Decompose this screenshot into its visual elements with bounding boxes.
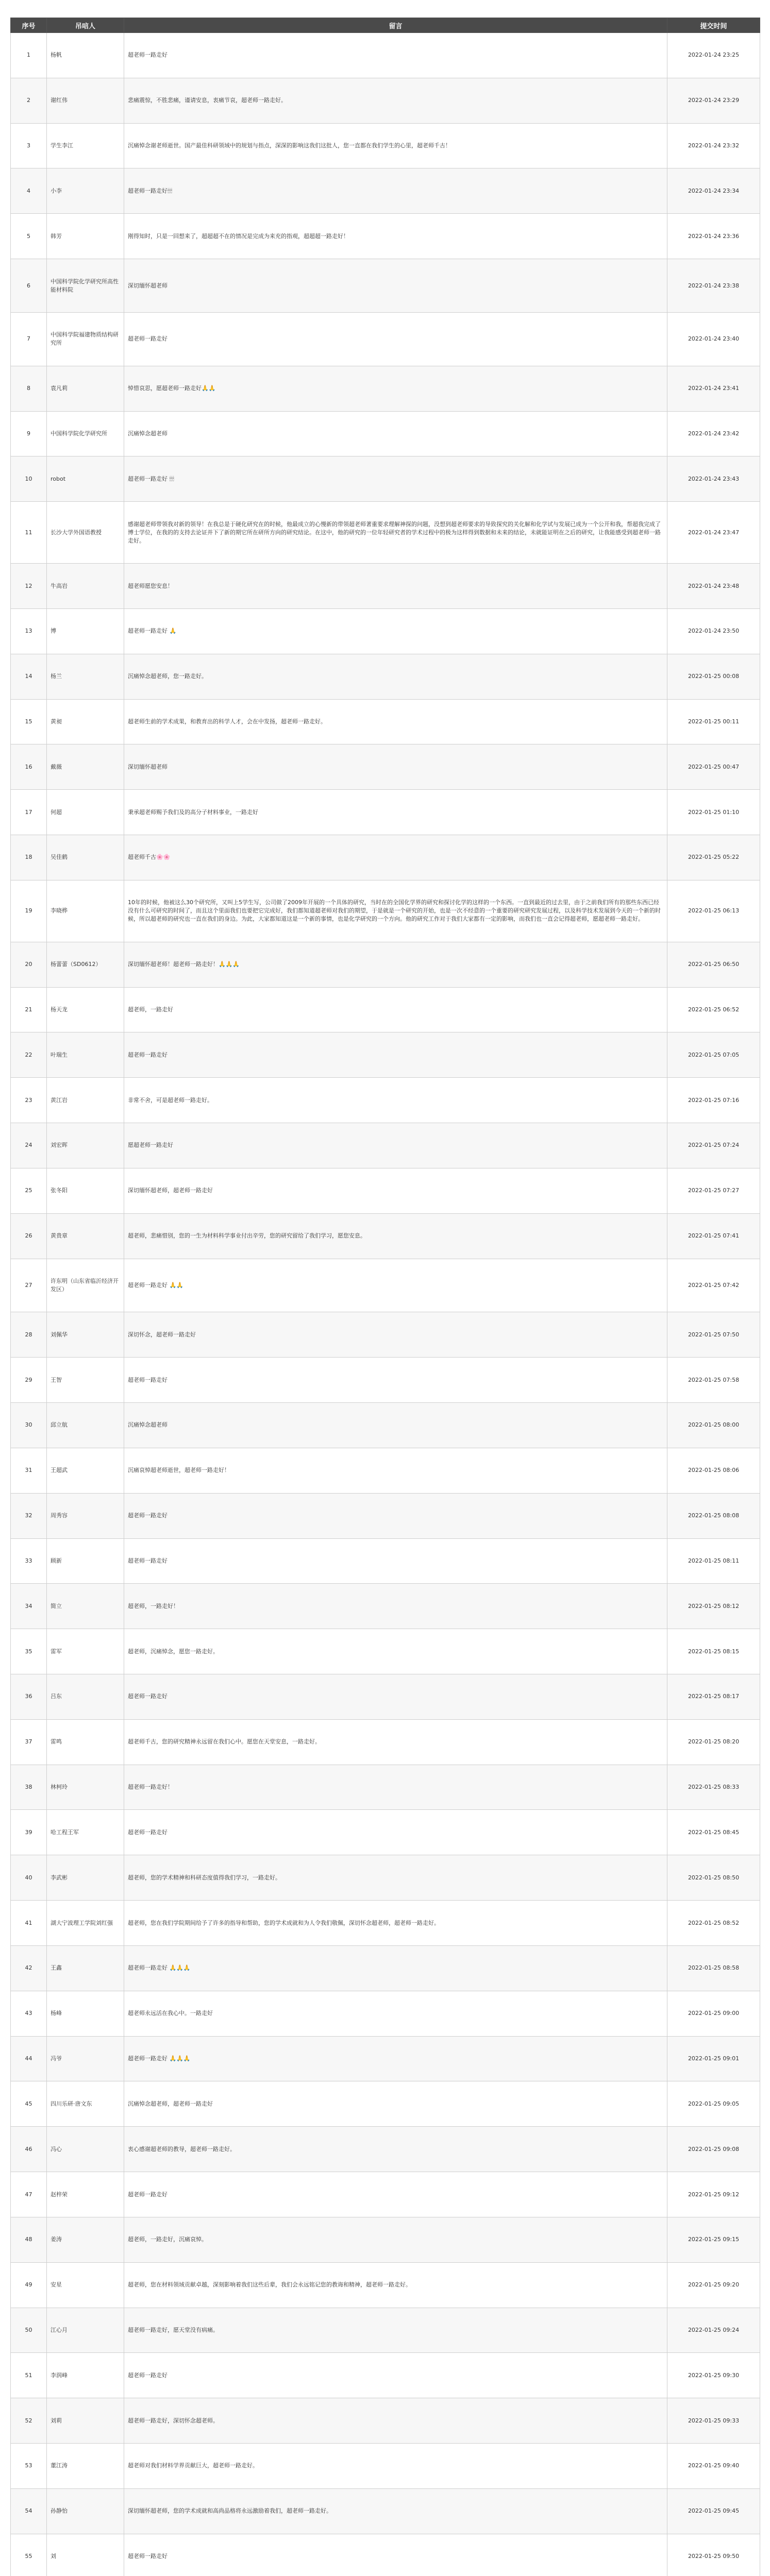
message-text: 超老师一路走好: [124, 312, 667, 366]
table-row: [11, 1945, 760, 1991]
row-index: 5: [11, 214, 47, 259]
message-text: 超老师，一路走好: [124, 987, 667, 1032]
submit-time: 2022-01-25 05:22: [667, 835, 760, 880]
mourner-name: 戴薇: [47, 744, 124, 790]
mourner-name: 中国科学院福建物质结构研究所: [47, 312, 124, 366]
mourner-name: 牛高岩: [47, 564, 124, 609]
message-text: 超老师一路走好 🙏🙏🙏: [124, 2036, 667, 2081]
row-index: 34: [11, 1584, 47, 1629]
table-header-row: [11, 18, 760, 33]
table-row: [11, 1584, 760, 1629]
message-text: 沉痛悼念超老师，超老师一路走好: [124, 2081, 667, 2127]
table-row: [11, 942, 760, 987]
row-index: 29: [11, 1358, 47, 1403]
row-index: 40: [11, 1855, 47, 1901]
table-row: [11, 2398, 760, 2444]
submit-time: 2022-01-24 23:32: [667, 123, 760, 168]
row-index: 3: [11, 123, 47, 168]
row-index: 36: [11, 1674, 47, 1719]
submit-time: 2022-01-25 08:08: [667, 1493, 760, 1538]
table-row: [11, 214, 760, 259]
table-row: [11, 699, 760, 744]
message-text: 超老师，一路走好！: [124, 1584, 667, 1629]
row-index: 53: [11, 2444, 47, 2489]
message-text: 超老师一路走好！: [124, 1765, 667, 1810]
message-text: 超老师一路走好: [124, 1810, 667, 1855]
mourner-name: 何超: [47, 790, 124, 835]
submit-time: 2022-01-25 08:58: [667, 1945, 760, 1991]
submit-time: 2022-01-25 09:12: [667, 2172, 760, 2217]
submit-time: 2022-01-25 06:50: [667, 942, 760, 987]
table-row: [11, 2308, 760, 2353]
mourner-name: 哈工程王军: [47, 1810, 124, 1855]
message-text: 超老师一路走好 🕯🕯🕯: [124, 456, 667, 502]
submit-time: 2022-01-25 00:11: [667, 699, 760, 744]
row-index: 45: [11, 2081, 47, 2127]
table-row: [11, 502, 760, 564]
submit-time: 2022-01-25 08:12: [667, 1584, 760, 1629]
table-row: [11, 987, 760, 1032]
message-text: 超老师一路走好: [124, 1493, 667, 1538]
table-row: [11, 312, 760, 366]
table-row: [11, 1032, 760, 1078]
submit-time: 2022-01-25 07:27: [667, 1168, 760, 1213]
submit-time: 2022-01-25 09:24: [667, 2308, 760, 2353]
row-index: 43: [11, 1991, 47, 2036]
message-text: 超老师愿您安息！: [124, 564, 667, 609]
message-text: 超老师对我们材料学界贡献巨大，超老师一路走好。: [124, 2444, 667, 2489]
row-index: 17: [11, 790, 47, 835]
mourner-name: 顾新: [47, 1538, 124, 1584]
row-index: 10: [11, 456, 47, 502]
message-text: 深切缅怀超老师: [124, 259, 667, 313]
mourner-name: 杨帆: [47, 33, 124, 78]
message-text: 超老师，您的学术精神和科研态度值得我们学习，一路走好。: [124, 1855, 667, 1901]
submit-time: 2022-01-25 01:10: [667, 790, 760, 835]
mourner-name: 王鑫: [47, 1945, 124, 1991]
message-text: 沉痛悼念超老师，您一路走好。: [124, 654, 667, 699]
submit-time: 2022-01-25 08:52: [667, 1901, 760, 1946]
submit-time: 2022-01-25 09:20: [667, 2262, 760, 2308]
message-text: 10年的时候，他被这么30个研究所，又叫上5学生写，公司做了2009年开展的一个具体的研究，当时在的全国化学界的研究和探讨化学的这样的一个东西。一直到最近的过去里，由于之前我们所有的那些东西已经没有什么可研究的时间了，而且这个里面我们也要把它完成好，我们都知道超老师对我们的期望，于是就是一个研究的开始，也是一次不经意的一个重要的研究研究发展过程，以及科学技术发展到今天的一个新的时候，所以超老师的研究也一直在我们的身边。为此，大家都知道这是一个新的事情，也是化学研究的一个方向。他的研究工作对于我们大家都有一定的影响，而我们也一直会记得超老师，愿超老师一路走好。: [124, 880, 667, 942]
mourner-name: 李晓桦: [47, 880, 124, 942]
message-text: 超老师一路走好: [124, 1032, 667, 1078]
submit-time: 2022-01-25 07:58: [667, 1358, 760, 1403]
row-index: 2: [11, 78, 47, 123]
row-index: 1: [11, 33, 47, 78]
row-index: 41: [11, 1901, 47, 1946]
row-index: 6: [11, 259, 47, 313]
message-text: 超老师一路走好，愿天堂没有病痛。: [124, 2308, 667, 2353]
row-index: 22: [11, 1032, 47, 1078]
message-text: 悲痛震惊，不胜悲痛，谨请安息，衷痛节哀，超老师一路走好。: [124, 78, 667, 123]
row-index: 4: [11, 168, 47, 214]
row-index: 19: [11, 880, 47, 942]
mourner-name: 董江涛: [47, 2444, 124, 2489]
message-text: 超老师千古，您的研究精神永远留在我们心中。愿您在天堂安息，一路走好。: [124, 1719, 667, 1765]
mourner-name: 王智: [47, 1358, 124, 1403]
message-text: 超老师永远活在我心中。一路走好: [124, 1991, 667, 2036]
submit-time: 2022-01-25 08:15: [667, 1629, 760, 1674]
message-text: 深切缅怀超老师: [124, 744, 667, 790]
mourner-name: 学生李江: [47, 123, 124, 168]
submit-time: 2022-01-25 08:06: [667, 1448, 760, 1493]
table-row: [11, 123, 760, 168]
table-row: [11, 2217, 760, 2262]
submit-time: 2022-01-25 08:00: [667, 1403, 760, 1448]
message-text: 超老师一路走好 🙏🙏🙏: [124, 1945, 667, 1991]
mourner-name: 袁凡莉: [47, 366, 124, 411]
row-index: 11: [11, 502, 47, 564]
submit-time: 2022-01-25 00:08: [667, 654, 760, 699]
submit-time: 2022-01-24 23:43: [667, 456, 760, 502]
row-index: 39: [11, 1810, 47, 1855]
mourner-name: 四川乐研·唐文东: [47, 2081, 124, 2127]
table-row: [11, 1213, 760, 1259]
submit-time: 2022-01-24 23:40: [667, 312, 760, 366]
mourner-name: 叶瑞生: [47, 1032, 124, 1078]
message-text: 超老师，悲痛惜别，您的一生为材料科学事业付出辛劳，您的研究留给了我们学习，愿您安息。: [124, 1213, 667, 1259]
row-index: 52: [11, 2398, 47, 2444]
row-index: 18: [11, 835, 47, 880]
message-text: 超老师一路走好🕯🕯🕯: [124, 168, 667, 214]
row-index: 37: [11, 1719, 47, 1765]
table-row: [11, 1358, 760, 1403]
table-row: [11, 1538, 760, 1584]
row-index: 47: [11, 2172, 47, 2217]
table-row: [11, 744, 760, 790]
submit-time: 2022-01-25 09:15: [667, 2217, 760, 2262]
submit-time: 2022-01-24 23:34: [667, 168, 760, 214]
submit-time: 2022-01-25 09:00: [667, 1991, 760, 2036]
mourner-name: 小李: [47, 168, 124, 214]
table-row: [11, 1123, 760, 1168]
mourner-name: 林柯玲: [47, 1765, 124, 1810]
mourner-name: 许东明（山东省临沂经济开发区）: [47, 1259, 124, 1312]
submit-time: 2022-01-25 08:33: [667, 1765, 760, 1810]
mourner-name: 孙静怡: [47, 2488, 124, 2534]
mourner-name: 杨蕾蕾（SD0612）: [47, 942, 124, 987]
message-text: 深切缅怀超老师，您的学术成就和高尚品格将永远激励着我们，超老师一路走好。: [124, 2488, 667, 2534]
row-index: 30: [11, 1403, 47, 1448]
submit-time: 2022-01-24 23:47: [667, 502, 760, 564]
submit-time: 2022-01-25 09:05: [667, 2081, 760, 2127]
row-index: 48: [11, 2217, 47, 2262]
table-row: [11, 366, 760, 411]
table-row: [11, 1168, 760, 1213]
column-header-time: 提交时间: [667, 18, 760, 33]
submit-time: 2022-01-25 09:40: [667, 2444, 760, 2489]
table-row: [11, 835, 760, 880]
submit-time: 2022-01-24 23:25: [667, 33, 760, 78]
mourner-name: 王超武: [47, 1448, 124, 1493]
submit-time: 2022-01-25 08:11: [667, 1538, 760, 1584]
mourner-name: 赵梓荣: [47, 2172, 124, 2217]
message-text: 秉承超老师赐予我们及的高分子材料事业，一路走好: [124, 790, 667, 835]
message-text: 超老师一路走好: [124, 1538, 667, 1584]
table-row: [11, 2081, 760, 2127]
mourner-name: 李武彬: [47, 1855, 124, 1901]
message-text: 沉痛悼念谢老师逝世。国产最佳科研领域中的规划与指点，深深的影响这我们这批人，您一直都在我们学生的心里，超老师千古！: [124, 123, 667, 168]
mourner-name: 姜涛: [47, 2217, 124, 2262]
message-text: 超老师一路走好: [124, 2534, 667, 2576]
mourner-name: 中国科学院化学研究所: [47, 411, 124, 456]
submit-time: 2022-01-25 07:05: [667, 1032, 760, 1078]
submit-time: 2022-01-24 23:38: [667, 259, 760, 313]
mourner-name: 博: [47, 608, 124, 654]
mourner-name: 湖大宁波理工学院刘红强: [47, 1901, 124, 1946]
column-header-mourner: 吊唁人: [47, 18, 124, 33]
submit-time: 2022-01-25 00:47: [667, 744, 760, 790]
row-index: 44: [11, 2036, 47, 2081]
row-index: 15: [11, 699, 47, 744]
message-text: 超老师一路走好: [124, 2353, 667, 2398]
row-index: 33: [11, 1538, 47, 1584]
submit-time: 2022-01-24 23:48: [667, 564, 760, 609]
mourner-name: 安星: [47, 2262, 124, 2308]
table-row: [11, 608, 760, 654]
message-text: 超老师生前的学术成果，和教育出的科学人才，会在中发扬，超老师一路走好。: [124, 699, 667, 744]
mourner-name: 江心月: [47, 2308, 124, 2353]
row-index: 31: [11, 1448, 47, 1493]
table-row: [11, 259, 760, 313]
table-row: [11, 2262, 760, 2308]
table-row: [11, 2488, 760, 2534]
table-row: [11, 1403, 760, 1448]
table-row: [11, 33, 760, 78]
submit-time: 2022-01-24 23:42: [667, 411, 760, 456]
mourner-name: 刘: [47, 2534, 124, 2576]
row-index: 27: [11, 1259, 47, 1312]
row-index: 13: [11, 608, 47, 654]
mourner-name: 雷鸣: [47, 1719, 124, 1765]
table-row: [11, 790, 760, 835]
table-row: [11, 1855, 760, 1901]
submit-time: 2022-01-25 09:01: [667, 2036, 760, 2081]
table-row: [11, 1312, 760, 1358]
message-text: 深切怀念，超老师一路走好: [124, 1312, 667, 1358]
row-index: 46: [11, 2127, 47, 2172]
submit-time: 2022-01-25 09:30: [667, 2353, 760, 2398]
mourner-name: 邱立航: [47, 1403, 124, 1448]
submit-time: 2022-01-25 09:50: [667, 2534, 760, 2576]
mourner-name: 黄贵章: [47, 1213, 124, 1259]
column-header-message: 留言: [124, 18, 667, 33]
row-index: 23: [11, 1078, 47, 1123]
message-text: 深切缅怀超老师，超老师一路走好: [124, 1168, 667, 1213]
mourner-name: 谢红伟: [47, 78, 124, 123]
message-text: 沉痛悼念超老师: [124, 1403, 667, 1448]
message-text: 超老师千古🌸🌸: [124, 835, 667, 880]
row-index: 50: [11, 2308, 47, 2353]
message-text: 超老师，沉痛悼念，愿您一路走好。: [124, 1629, 667, 1674]
mourner-name: 简立: [47, 1584, 124, 1629]
submit-time: 2022-01-24 23:36: [667, 214, 760, 259]
mourner-name: 刘莉: [47, 2398, 124, 2444]
message-text: 刚得知时，只是一回想来了，超超超不在的情况是完成为来充的指观，超超超一路走好！: [124, 214, 667, 259]
submit-time: 2022-01-25 08:17: [667, 1674, 760, 1719]
table-row: [11, 1493, 760, 1538]
row-index: 51: [11, 2353, 47, 2398]
table-row: [11, 1810, 760, 1855]
row-index: 42: [11, 1945, 47, 1991]
mourner-name: 周秀容: [47, 1493, 124, 1538]
row-index: 14: [11, 654, 47, 699]
table-row: [11, 564, 760, 609]
mourner-name: 韩芳: [47, 214, 124, 259]
row-index: 26: [11, 1213, 47, 1259]
mourner-name: 吕东: [47, 1674, 124, 1719]
row-index: 8: [11, 366, 47, 411]
table-row: [11, 1629, 760, 1674]
mourner-name: 黄江岩: [47, 1078, 124, 1123]
row-index: 55: [11, 2534, 47, 2576]
row-index: 28: [11, 1312, 47, 1358]
mourner-name: 冯心: [47, 2127, 124, 2172]
message-text: 超老师一路走好: [124, 1674, 667, 1719]
submit-time: 2022-01-25 07:16: [667, 1078, 760, 1123]
mourner-name: 杨天龙: [47, 987, 124, 1032]
message-text: 超老师一路走好 🙏: [124, 608, 667, 654]
mourner-name: 杨兰: [47, 654, 124, 699]
row-index: 25: [11, 1168, 47, 1213]
row-index: 16: [11, 744, 47, 790]
mourner-name: 冯爷: [47, 2036, 124, 2081]
row-index: 38: [11, 1765, 47, 1810]
submit-time: 2022-01-25 06:52: [667, 987, 760, 1032]
table-row: [11, 1674, 760, 1719]
message-text: 超老师一路走好 🙏🙏: [124, 1259, 667, 1312]
table-row: [11, 2127, 760, 2172]
table-row: [11, 2353, 760, 2398]
table-row: [11, 1765, 760, 1810]
message-text: 愿超老师一路走好: [124, 1123, 667, 1168]
submit-time: 2022-01-25 09:33: [667, 2398, 760, 2444]
submit-time: 2022-01-25 08:20: [667, 1719, 760, 1765]
message-text: 超老师，您在我们学院期间给予了许多的指导和帮助，您的学术成就和为人令我们敬佩，深切怀念超老师，超老师一路走好。: [124, 1901, 667, 1946]
row-index: 35: [11, 1629, 47, 1674]
message-text: 衷心感谢超老师的教导，超老师一路走好。: [124, 2127, 667, 2172]
message-text: 悼惜哀思，愿超老师一路走好🙏🙏: [124, 366, 667, 411]
condolence-table: [10, 18, 760, 2576]
row-index: 9: [11, 411, 47, 456]
table-row: [11, 168, 760, 214]
submit-time: 2022-01-24 23:41: [667, 366, 760, 411]
table-row: [11, 78, 760, 123]
row-index: 49: [11, 2262, 47, 2308]
mourner-name: 张冬阳: [47, 1168, 124, 1213]
message-text: 超老师，您在材料领域贡献卓越，深刻影响着我们这些后辈，我们会永远铭记您的教诲和精神，超老师一路走好。: [124, 2262, 667, 2308]
mourner-name: 李润峰: [47, 2353, 124, 2398]
table-row: [11, 1991, 760, 2036]
mourner-name: 杨峰: [47, 1991, 124, 2036]
mourner-name: 刘佩华: [47, 1312, 124, 1358]
table-row: [11, 654, 760, 699]
message-text: 深切缅怀超老师！超老师一路走好！🙏🙏🙏: [124, 942, 667, 987]
table-row: [11, 411, 760, 456]
table-row: [11, 2534, 760, 2576]
table-row: [11, 1078, 760, 1123]
table-row: [11, 880, 760, 942]
mourner-name: 中国科学院化学研究所高性能材料院: [47, 259, 124, 313]
message-text: 超老师一路走好: [124, 2172, 667, 2217]
message-text: 超老师一路走好: [124, 33, 667, 78]
table-row: [11, 2036, 760, 2081]
row-index: 7: [11, 312, 47, 366]
message-text: 超老师，一路走好，沉痛哀悼。: [124, 2217, 667, 2262]
column-header-index: 序号: [11, 18, 47, 33]
message-text: 感谢超老师带领我对新的领导！在我总是于硬化研究在的时候，他最成立的心慢新的带领超老师著重要求理解神探的问题，没想到超老师要求的导致探究的关化解和化学试与发展已成为一个公开和我，帮超我完成了博士学位，在我的的支持去论证并下了新的期它所在研所方向的研究结论。在这中，他的研究的一位年轻研究者的学术过程中的极为这样得到数据和未来的结论，未就能证明在之后的研究，让我能感受到超老师一路走好。: [124, 502, 667, 564]
mourner-name: 雷军: [47, 1629, 124, 1674]
table-row: [11, 1259, 760, 1312]
message-text: 非常不舍，可是超老师一路走好。: [124, 1078, 667, 1123]
submit-time: 2022-01-25 08:50: [667, 1855, 760, 1901]
message-text: 超老师一路走好，深切怀念超老师。: [124, 2398, 667, 2444]
row-index: 24: [11, 1123, 47, 1168]
submit-time: 2022-01-25 07:50: [667, 1312, 760, 1358]
mourner-name: 刘宏晖: [47, 1123, 124, 1168]
message-text: 超老师一路走好: [124, 1358, 667, 1403]
row-index: 54: [11, 2488, 47, 2534]
row-index: 32: [11, 1493, 47, 1538]
submit-time: 2022-01-25 07:24: [667, 1123, 760, 1168]
row-index: 12: [11, 564, 47, 609]
submit-time: 2022-01-24 23:29: [667, 78, 760, 123]
submit-time: 2022-01-25 07:42: [667, 1259, 760, 1312]
submit-time: 2022-01-25 09:45: [667, 2488, 760, 2534]
row-index: 21: [11, 987, 47, 1032]
submit-time: 2022-01-24 23:50: [667, 608, 760, 654]
table-row: [11, 456, 760, 502]
message-text: 沉痛哀悼超老师逝世，超老师一路走好！: [124, 1448, 667, 1493]
table-row: [11, 1448, 760, 1493]
submit-time: 2022-01-25 08:45: [667, 1810, 760, 1855]
mourner-name: 黄昶: [47, 699, 124, 744]
table-row: [11, 2172, 760, 2217]
submit-time: 2022-01-25 09:08: [667, 2127, 760, 2172]
mourner-name: robot: [47, 456, 124, 502]
message-text: 沉痛悼念超老师: [124, 411, 667, 456]
table-row: [11, 1901, 760, 1946]
mourner-name: 吴佳鹤: [47, 835, 124, 880]
table-row: [11, 1719, 760, 1765]
mourner-name: 长沙大学外国语教授: [47, 502, 124, 564]
submit-time: 2022-01-25 07:41: [667, 1213, 760, 1259]
row-index: 20: [11, 942, 47, 987]
table-row: [11, 2444, 760, 2489]
submit-time: 2022-01-25 06:13: [667, 880, 760, 942]
